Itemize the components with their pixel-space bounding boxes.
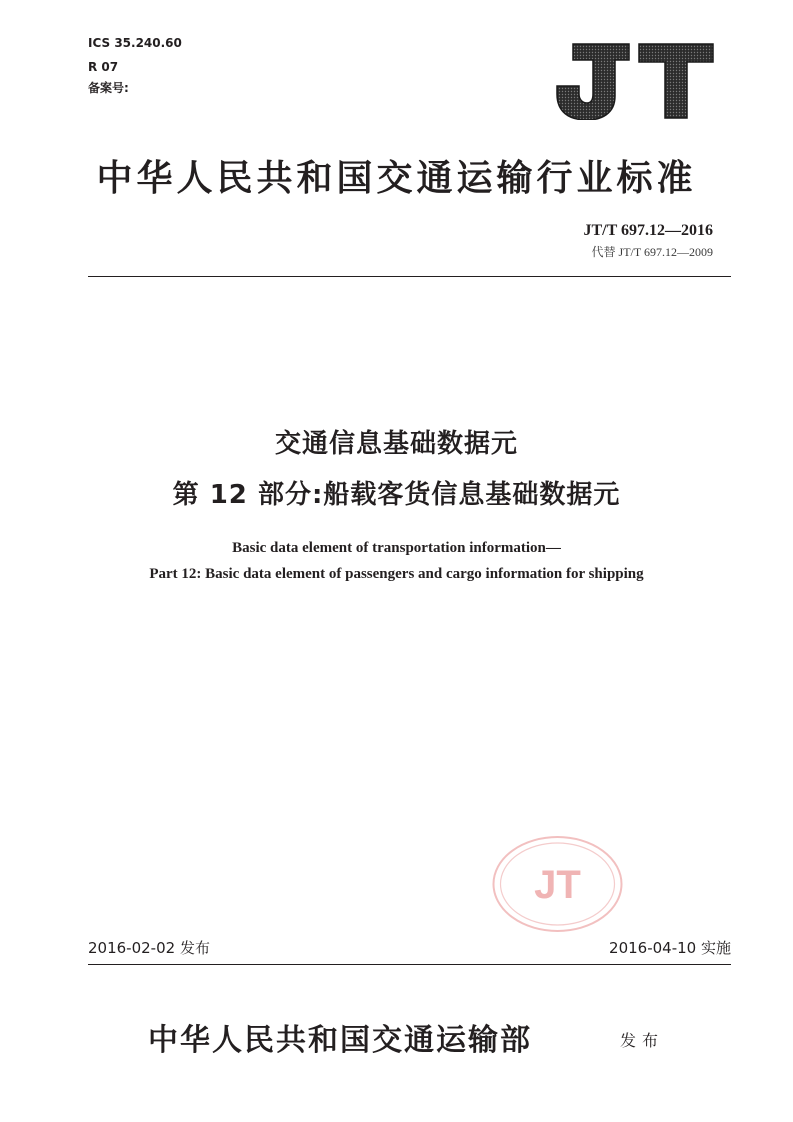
ics-code: ICS 35.240.60 [88, 36, 182, 50]
classification-code: R 07 [88, 60, 119, 74]
seal-text: JT [534, 863, 581, 907]
standard-category-title: 中华人民共和国交通运输行业标准 [96, 157, 697, 199]
title-cn-line2: 第 12 部分:船载客货信息基础数据元 [172, 480, 621, 510]
top-divider [88, 276, 731, 277]
implementation-date: 2016-04-10 实施 [609, 939, 731, 957]
title-en-line1: Basic data element of transportation information— [232, 540, 561, 556]
title-cn-line1: 交通信息基础数据元 [274, 429, 518, 459]
title-en-line2: Part 12: Basic data element of passengers and cargo information for shipping [149, 566, 644, 582]
publisher-name: 中华人民共和国交通运输部 [148, 1023, 532, 1058]
bottom-divider [88, 964, 731, 965]
issue-date: 2016-02-02 发布 [88, 939, 210, 957]
jt-seal-watermark [490, 834, 625, 934]
record-number-label: 备案号: [88, 81, 129, 95]
standard-number: JT/T 697.12—2016 [583, 222, 713, 239]
publish-label: 发布 [620, 1031, 665, 1050]
jt-logo [555, 42, 715, 120]
replaced-standard: 代替 JT/T 697.12—2009 [591, 245, 713, 259]
